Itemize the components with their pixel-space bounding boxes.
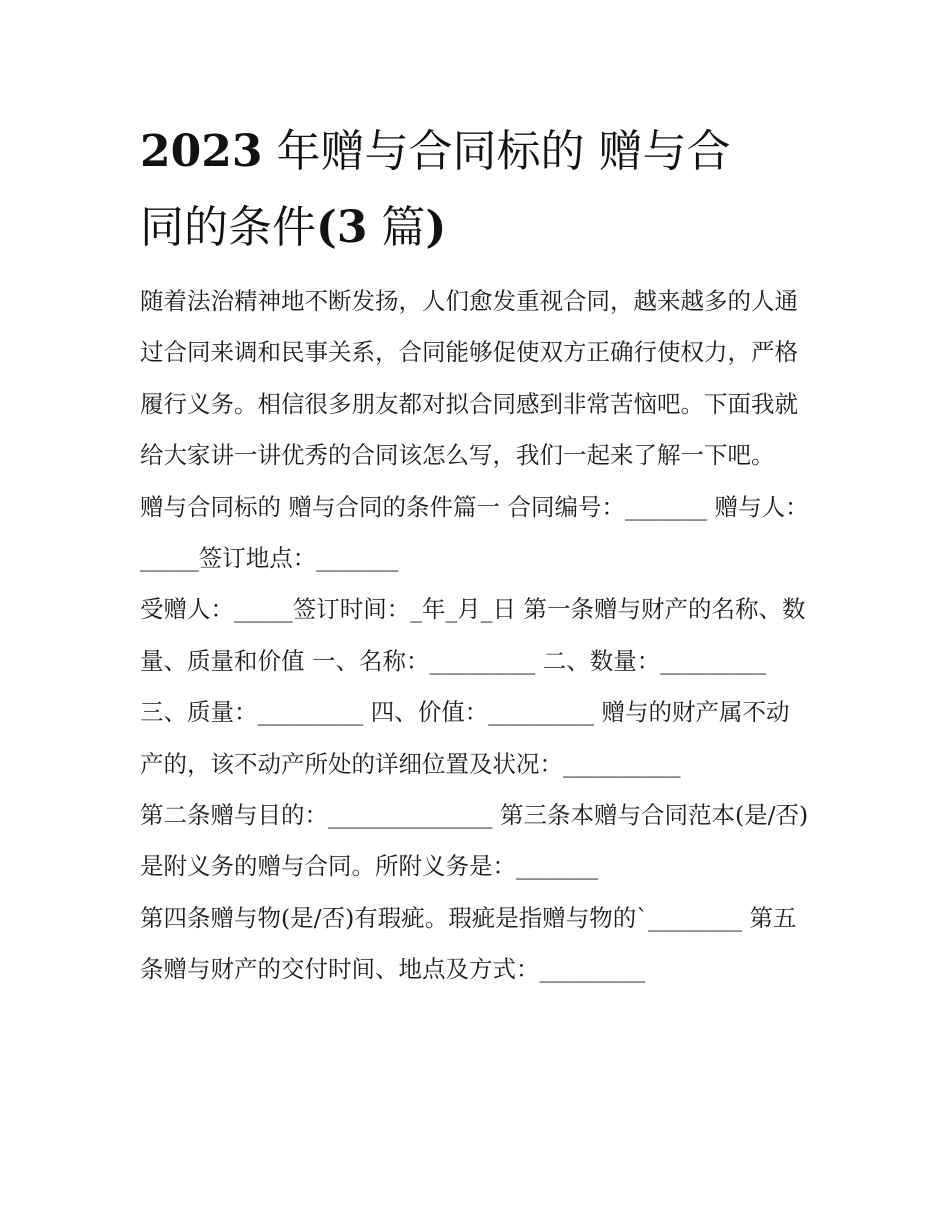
title-line2-text: 同的条件 xyxy=(140,202,316,253)
title-count-open: (3 xyxy=(316,202,368,253)
defect-delivery-paragraph: 第四条赠与物(是/否)有瑕疵。瑕疵是指赠与物的`________ 第五条赠与财产的交付时间、地点及方式：_________ xyxy=(140,903,797,984)
recipient-paragraph: 受赠人：_____签订时间：_年_月_日 第一条赠与财产的名称、数量、质量和价值 一、名称：_________ 二、数量：_________ xyxy=(140,595,806,675)
intro-paragraph: 随着法治精神地不断发扬，人们愈发重视合同，越来越多的人通过合同来调和民事关系，合同能够促使双方正确行使权力，严格履行义务。相信很多朋友都对拟合同感到非常苦恼吧。下面我就给大家讲一讲优秀的合同该怎么写，我们一起来了解一下吧。 xyxy=(140,287,798,470)
contract-header-paragraph: 赠与合同标的 赠与合同的条件篇一 合同编号：_______ 赠与人：_____签订地点：_______ xyxy=(140,492,809,573)
document-body xyxy=(140,276,812,996)
document-title xyxy=(140,114,820,266)
title-line1-text: 年赠与合同标的 赠与合 xyxy=(262,126,731,177)
title-year: 2023 xyxy=(140,126,263,177)
title-count-close: ) xyxy=(425,202,447,253)
quality-value-paragraph: 三、质量：_________ 四、价值：_________ 赠与的财产属不动产的，该不动产所处的详细位置及状况：__________ xyxy=(140,698,790,778)
title-count-unit: 篇 xyxy=(367,202,426,253)
purpose-paragraph: 第二条赠与目的：______________ 第三条本赠与合同范本(是/否)是附义务的赠与合同。所附义务是：_______ xyxy=(140,801,809,881)
